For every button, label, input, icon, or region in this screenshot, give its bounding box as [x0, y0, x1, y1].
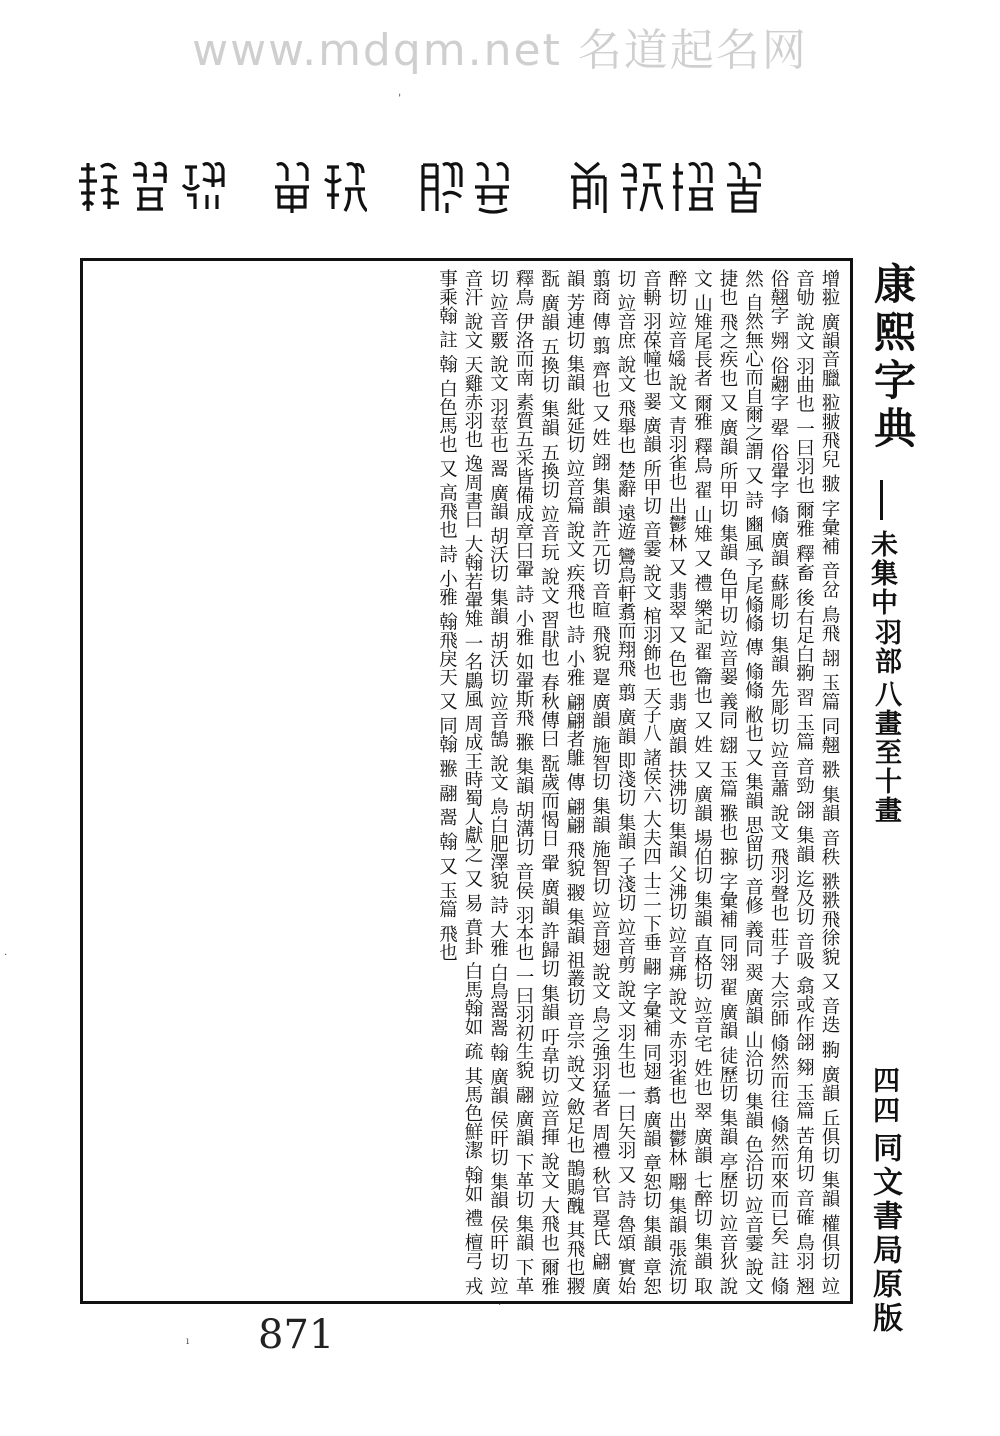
dictionary-text-frame — [80, 258, 853, 1304]
radical-label: 羽部 — [870, 618, 901, 676]
seal-script-heading — [72, 152, 812, 222]
margin-rule — [880, 480, 883, 520]
seal-group-1 — [72, 159, 228, 215]
seal-group-4 — [562, 159, 770, 215]
seal-glyph-chi — [469, 159, 515, 215]
margin-dot: · — [498, 1300, 502, 1311]
seal-glyph-han — [75, 159, 121, 215]
seal-glyph-he2 — [179, 159, 225, 215]
stroke-range-label: 八畫至十畫 — [870, 680, 901, 825]
seal-glyph-jian — [565, 159, 611, 215]
section-label: 未集中 — [866, 530, 897, 617]
margin-dot: · — [4, 950, 8, 961]
chinese-page-number: 四四 — [868, 1066, 899, 1126]
margin-dot: ı — [186, 1336, 190, 1347]
top-tick-mark: ˌ — [398, 84, 402, 98]
seal-glyph-pian — [417, 159, 463, 215]
seal-glyph-zhu — [721, 159, 767, 215]
seal-group-3 — [414, 159, 518, 215]
dictionary-body-text: 增翋 廣韻音臘 翋翍飛兒 翍 字彙補 音岔 鳥飛 翓 玉篇 同翹 翐 集韻 音秩 翐翐飛徐貌 又 音迭 翑 廣韻 丘俱切 集韻 權俱切 竝音劬 說文 羽曲也 一曰羽也 爾雅 釋畜 後右足白翑 習 玉篇 音勁 翖 集韻 迄及切 音吸 翕或作翖 翗 玉篇 苦角切 音確 鳥羽 翘 俗翹字 翙 俗翽字 翚 俗翬字 翛 廣韻 蘇彫切 集韻 先彫切 竝音蕭 說文 飛羽聲也 莊子 大宗師 翛然而往 翛然而來而已矣 註 翛然 自然無心而自爾之謂 又 詩 豳風 予尾翛翛 傳 翛翛 敝也 又 集韻 思留切 音修 義同 翜 廣韻 山洽切 集韻 色洽切 竝音霎 說文 捷也 飛之疾也 又 廣韻 所甲切 集韻 色甲切 竝音翣 義同 翝 玉篇 翭也 翞 字彙補 同翎 翟 廣韻 徒歷切 集韻 亭歷切 竝音狄 說文 山雉尾長者 爾雅 釋鳥 翟 山雉 又 禮 樂記 翟 籥也 又 姓 又 廣韻 場伯切 集韻 直格切 竝音宅 姓也 翠 廣韻 七醉切 集韻 取醉切 竝音𡡗 說文 青羽雀也 出鬱林 又 翡翠 又 色也 翡 廣韻 扶沸切 集韻 父沸切 竝音疿 說文 赤羽雀也 出鬱林 翢 集韻 張流切 音輈 羽葆幢也 翣 廣韻 所甲切 音霎 說文 棺羽飾也 天子八 諸侯六 大夫四 士二 下垂 翤 字彙補 同翅 翥 廣韻 章恕切 集韻 章恕切 竝音庶 說文 飛舉也 楚辭 遠遊 鸞鳥軒翥而翔飛 翦 廣韻 即淺切 集韻 子淺切 竝音剪 說文 羽生也 一曰矢羽 又 詩 魯頌 實始翦商 傳 翦 齊也 又 姓 翧 集韻 許元切 音暄 飛貌 翨 廣韻 施智切 集韻 施智切 竝音翅 說文 鳥之強羽猛者 周禮 秋官 翨氏 翩 廣韻 芳連切 集韻 紕延切 竝音篇 說文 疾飛也 詩 小雅 翩翩者鵻 傳 翩翩 飛貌 翪 集韻 祖叢切 音宗 說文 斂足也 鵲鵙醜 其飛也翪 翫 廣韻 五換切 集韻 五換切 竝音玩 說文 習猒也 春秋傳曰 翫歲而愒日 翬 廣韻 許歸切 集韻 吁韋切 竝音揮 說文 大飛也 爾雅 釋鳥 伊洛而南 素質五采皆備成章曰翬 詩 小雅 如翬斯飛 翭 集韻 胡溝切 音侯 羽本也 一曰羽初生貌 翮 廣韻 下革切 集韻 下革切 竝音覈 說文 羽莖也 翯 廣韻 胡沃切 集韻 胡沃切 竝音鵠 說文 鳥白肥澤貌 詩 大雅 白鳥翯翯 翰 廣韻 侯旰切 集韻 侯旰切 竝音汗 說文 天雞赤羽也 逸周書曰 大翰若翬雉 一名鷐風 周成王時蜀人獻之 又 易 賁卦 白馬翰如 疏 其馬色鮮潔 翰如 禮 檀弓 戎事乘翰 註 翰 白色馬也 又 高飛也 詩 小雅 翰飛戾天 又 同翰 翭 翮 翯 翰 又 玉篇 飛也 — [436, 269, 840, 1295]
seal-glyph-zong — [617, 159, 663, 215]
seal-glyph-wan — [321, 159, 367, 215]
seal-glyph-hui — [269, 159, 315, 215]
seal-glyph-he — [127, 159, 173, 215]
seal-group-2 — [266, 159, 370, 215]
publisher-label: 同文書局原版 — [867, 1132, 902, 1336]
watermark-text: www.mdqm.net 名道起名网 — [192, 25, 808, 76]
book-title: 康熙字典 — [868, 262, 917, 454]
page-number: 871 — [258, 1312, 335, 1358]
seal-glyph-hou — [669, 159, 715, 215]
